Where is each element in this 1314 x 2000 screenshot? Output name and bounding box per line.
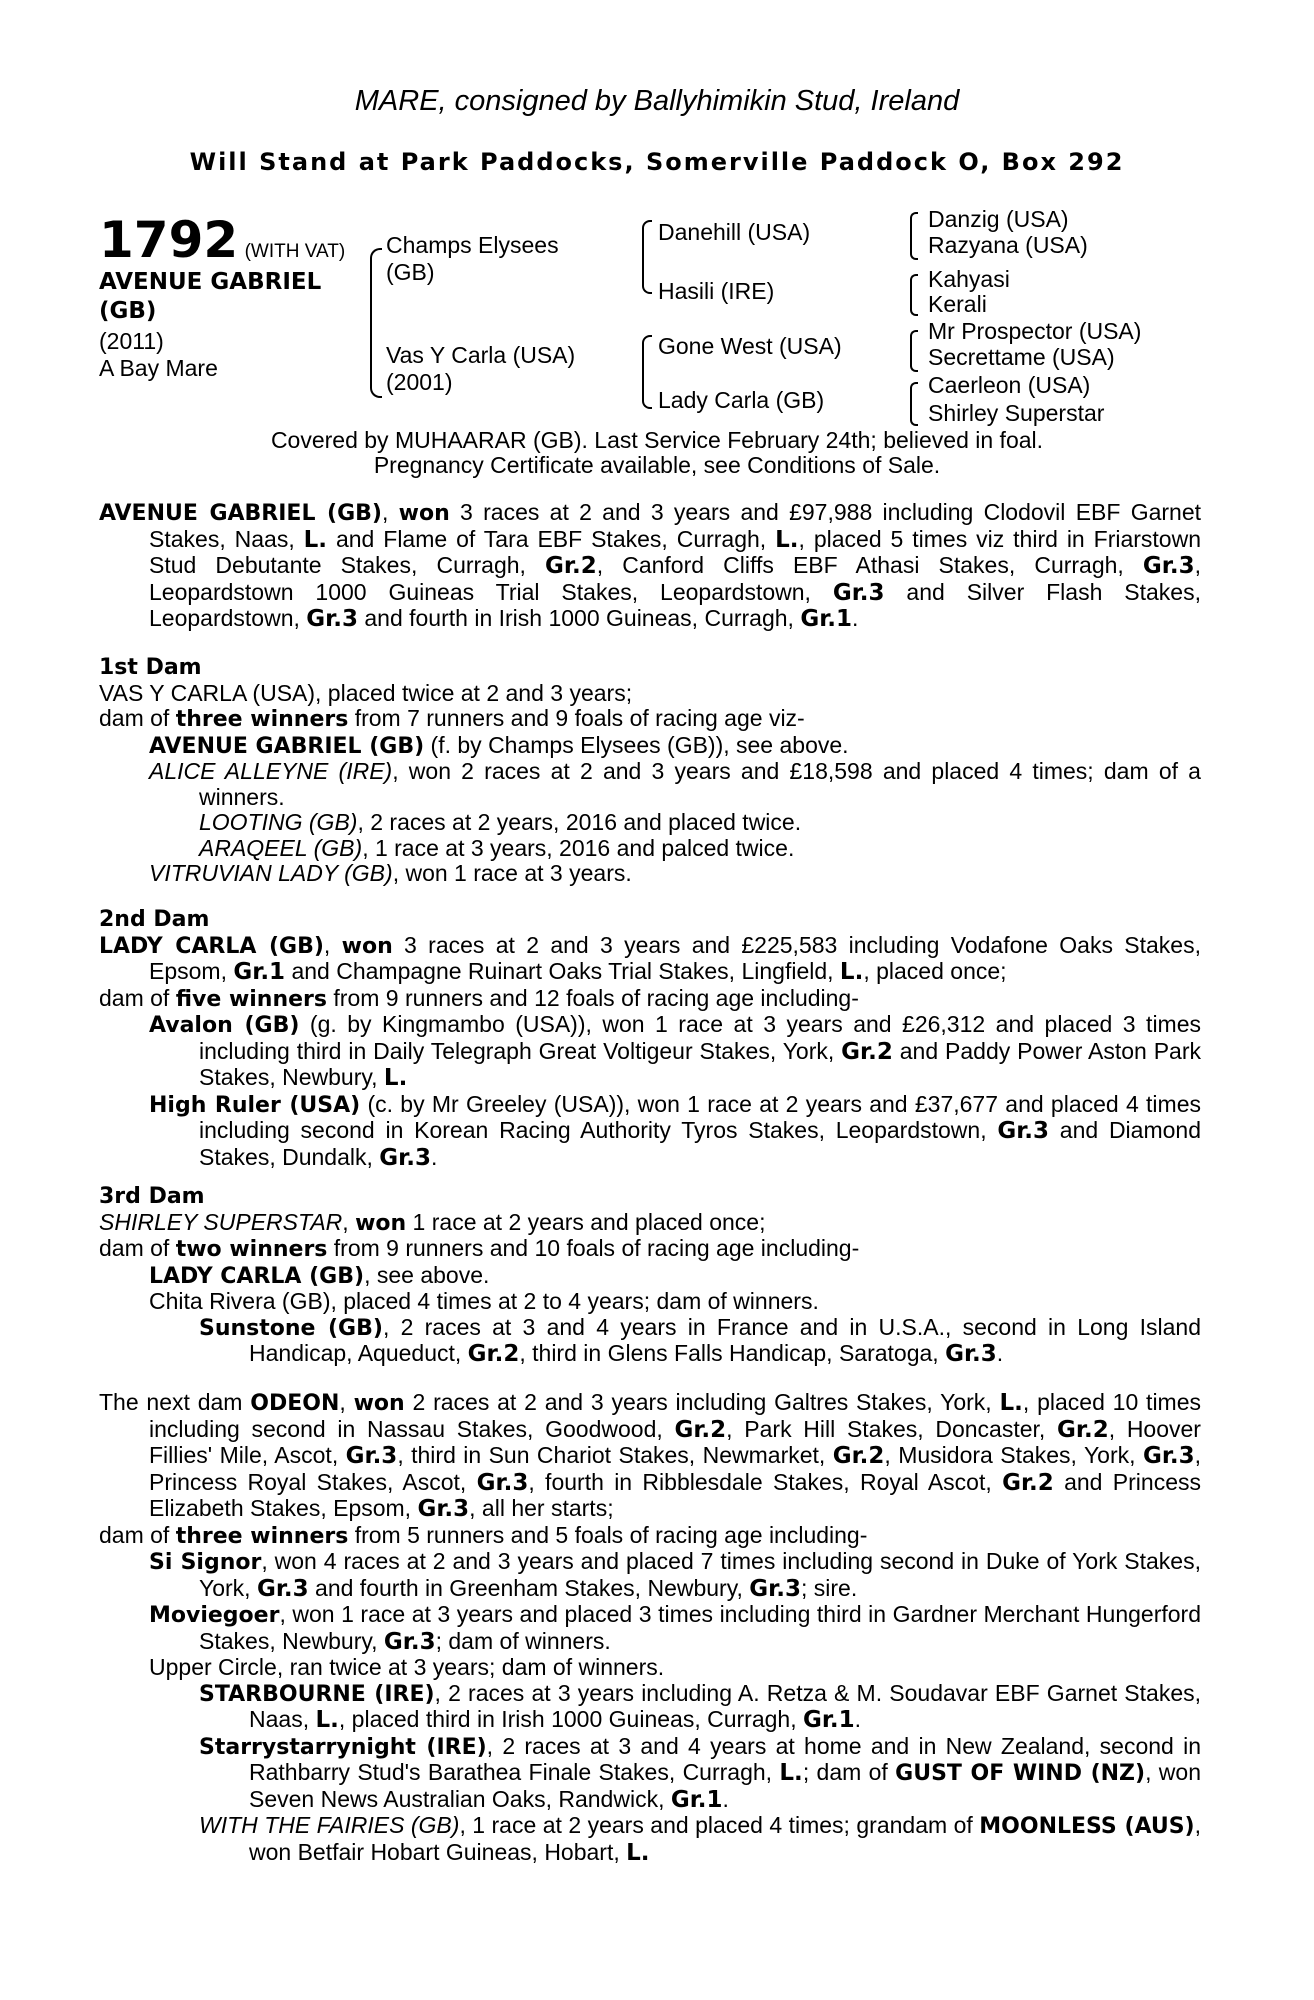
- progeny-text: , 2 races at 3 years including A. Retza & M. Soudavar EBF Garnet Stakes, Naas,: [249, 1679, 1201, 1732]
- dam-of-text: dam of: [99, 705, 176, 731]
- record-text: , Park Hill Stakes, Doncaster,: [726, 1415, 1058, 1442]
- winners-count: five winners: [175, 986, 328, 1012]
- progeny-item: [99, 759, 1201, 810]
- grade-mark: Gr.3: [383, 1628, 436, 1655]
- progeny-name: ARAQEEL (GB): [199, 834, 363, 861]
- race-record: AVENUE GABRIEL (GB), won 3 races at 2 and 3 years and £97,988 including Clodovil EBF Garnet Stakes, Naas, L. and Flame of Tara EBF Stakes, Curragh, L., placed 5 times viz third in Friarstown Stud Debutante Stakes, Curragh, Gr.2, Canford Cliffs EBF Athasi Stakes, Curragh, Gr.3, Leopardstown 1000 Guineas Trial Stakes, Leopardstown, Gr.3 and Silver Flash Stakes, Leopardstown, Gr.3 and fourth in Irish 1000 Guineas, Curragh, Gr.1.: [99, 499, 1202, 632]
- lot-name-line2: (GB): [99, 298, 157, 324]
- dam-line-brace: [642, 335, 652, 409]
- progeny-text: and fourth in Greenham Stakes, Newbury,: [308, 1574, 750, 1601]
- record-text: , Canford Cliffs EBF Athasi Stakes, Curragh,: [596, 552, 1143, 578]
- record-text: 1 race at 2 years and placed once;: [406, 1208, 766, 1235]
- grade-mark: Gr.2: [545, 553, 597, 579]
- dam-of-text: from 9 runners and 10 foals of racing age including-: [327, 1235, 860, 1261]
- progeny-text: and Paddy Power Aston Park Stakes, Newbury,: [199, 1037, 1201, 1090]
- listed-mark: L.: [303, 526, 328, 553]
- dam-of-text: dam of: [99, 1521, 176, 1548]
- progeny-name: LADY CARLA (GB): [149, 1263, 365, 1289]
- grade-mark: Gr.3: [997, 1118, 1050, 1144]
- won-word: won: [355, 1210, 407, 1236]
- grade-mark: Gr.2: [832, 1443, 885, 1469]
- progeny-item: [99, 1263, 1201, 1290]
- record-text: , third in Sun Chariot Stakes, Newmarket,: [397, 1442, 833, 1468]
- grade-mark: Gr.2: [1057, 1416, 1109, 1443]
- pedigree-dam-dam: Lady Carla (GB): [658, 387, 825, 413]
- record-text: , placed 10 times including second in Nassau Stakes, Goodwood,: [149, 1389, 1202, 1442]
- grade-mark: Gr.3: [749, 1575, 801, 1602]
- pedigree-gen3-4: Kerali: [928, 291, 987, 317]
- progeny-name: Starrystarrynight (IRE): [199, 1734, 487, 1760]
- lot-name: [99, 268, 321, 326]
- progeny-text: Upper Circle, ran twice at 3 years; dam of winners.: [149, 1654, 665, 1680]
- progeny-name: Sunstone (GB): [199, 1315, 383, 1341]
- record-text: , placed once;: [863, 958, 1007, 984]
- progeny-text: (g. by Kingmambo (USA)), won 1 race at 3 years and £26,312 and placed 3 times including third in Daily Telegraph Great Voltigeur Stakes, York,: [199, 1011, 1202, 1064]
- listed-mark: L.: [626, 1839, 650, 1866]
- grade-mark: Gr.2: [1002, 1469, 1054, 1496]
- grade-mark: Gr.3: [832, 579, 885, 606]
- progeny-text: , third in Glens Falls Handicap, Saratoga,: [519, 1340, 946, 1366]
- progeny-text: (c. by Mr Greeley (USA)), won 1 race at 2 years and £37,677 and placed 4 times including second in Korean Racing Authority Tyros Stakes, Leopardstown,: [199, 1090, 1201, 1143]
- record-text: 3 races at 2 and 3 years and £225,583 including Vodafone Oaks Stakes, Epsom,: [149, 931, 1201, 984]
- progeny-text: , 2 races at 2 years, 2016 and placed twice.: [357, 809, 802, 835]
- grade-mark: Gr.3: [256, 1575, 309, 1602]
- pedigree-gen3-7: Caerleon (USA): [928, 372, 1091, 398]
- progeny-text: ; sire.: [800, 1574, 858, 1601]
- progeny-name: AVENUE GABRIEL (GB): [149, 733, 425, 759]
- dam-name: SHIRLEY SUPERSTAR: [99, 1208, 343, 1235]
- grade-mark: Gr.3: [1142, 553, 1195, 579]
- progeny-text: .: [996, 1340, 1004, 1366]
- progeny-name: High Ruler (USA): [149, 1092, 361, 1118]
- progeny-item: [99, 1813, 1201, 1866]
- dam-of-text: dam of: [99, 984, 176, 1011]
- pedigree-sire-sire: Danehill (USA): [658, 219, 811, 245]
- progeny-item: [99, 733, 1201, 760]
- record-text: and Princess Elizabeth Stakes, Epsom,: [149, 1468, 1201, 1521]
- pedigree-gen3-3: Kahyasi: [928, 266, 1010, 292]
- dam-of-text: from 9 runners and 12 foals of racing age including-: [327, 984, 859, 1011]
- progeny-name: LOOTING (GB): [199, 809, 358, 835]
- dam-name: ODEON: [250, 1391, 340, 1416]
- progeny-text: ; dam of: [802, 1759, 896, 1785]
- lot-number: 1792: [99, 211, 239, 269]
- progeny-text: , won Seven News Australian Oaks, Randwick,: [249, 1759, 1201, 1812]
- gen3-brace-4: [910, 382, 918, 426]
- grade-mark: Gr.3: [379, 1144, 431, 1171]
- progeny-item: [99, 1092, 1201, 1172]
- pedigree-sire-dam: Hasili (IRE): [658, 278, 775, 304]
- listed-mark: L.: [779, 1760, 803, 1786]
- record-text: , all her starts;: [469, 1495, 614, 1521]
- lot-description: A Bay Mare: [99, 355, 218, 381]
- won-word: won: [398, 501, 450, 526]
- pedigree-dam-year: (2001): [386, 369, 453, 395]
- third-dam-heading: 3rd Dam: [99, 1184, 205, 1209]
- progeny-text: , won 4 races at 2 and 3 years and placed 7 times including second in Duke of York Stakes, York,: [199, 1548, 1201, 1601]
- consignor-line: MARE, consigned by Ballyhimikin Stud, Ireland: [354, 85, 960, 117]
- progeny-text: , 2 races at 3 and 4 years at home and in New Zealand, second in Rathbarry Stud's Barathea Finale Stakes, Curragh,: [249, 1732, 1202, 1785]
- progeny-text: , 1 race at 2 years and placed 4 times; grandam of: [459, 1812, 980, 1838]
- third-dam-section: 3rd Dam SHIRLEY SUPERSTAR, won 1 race at 2 years and placed once; dam of two winners from 9 runners and 10 foals of racing age including- LADY CARLA (GB), see above. Chita Rivera (GB), placed 4 times at 2 to 4 years; dam of winners. Sunstone (GB), 2 races at 3 and 4 years in France and in U.S.A., second in Long Island Handicap, Aqueduct, Gr.2, third in Glens Falls Handicap, Saratoga, Gr.3.: [99, 1184, 1201, 1367]
- progeny-item: [99, 1315, 1201, 1368]
- lot-year: (2011): [99, 328, 164, 354]
- record-text: .: [852, 605, 859, 631]
- grade-mark: Gr.2: [467, 1341, 520, 1367]
- progeny-text: .: [430, 1143, 438, 1170]
- progeny-item: [99, 1734, 1201, 1814]
- pedigree-sire: Champs Elysees: [386, 232, 559, 258]
- progeny-text: ; dam of winners.: [435, 1627, 611, 1654]
- progeny-name: WITH THE FAIRIES (GB): [199, 1812, 460, 1838]
- first-dam-heading: 1st Dam: [99, 655, 202, 680]
- progeny-item: [99, 810, 1201, 836]
- next-dam-section: [99, 1390, 1201, 1866]
- record-text: , Musidora Stakes, York,: [884, 1442, 1143, 1468]
- listed-mark: L.: [839, 959, 864, 985]
- listed-mark: L.: [775, 526, 799, 553]
- winners-count: three winners: [175, 1523, 349, 1549]
- pedigree-gen3-8: Shirley Superstar: [928, 400, 1105, 426]
- grade-mark: Gr.3: [306, 606, 358, 632]
- lot-name-line1: AVENUE GABRIEL: [99, 269, 322, 295]
- progeny-name: Avalon (GB): [149, 1013, 300, 1038]
- pedigree-dam-sire: Gone West (USA): [658, 333, 842, 359]
- first-dam-section: [99, 655, 1201, 887]
- gen3-brace-3: [910, 330, 918, 372]
- progeny-item: [99, 1012, 1201, 1092]
- record-text: 3 races at 2 and 3 years and £97,988 including Clodovil EBF Garnet Stakes, Naas,: [149, 499, 1202, 552]
- listed-mark: L.: [315, 1707, 339, 1733]
- record-text: and Flame of Tara EBF Stakes, Curragh,: [327, 525, 776, 552]
- lot-header: [99, 211, 346, 269]
- second-dam-record: LADY CARLA (GB), won 3 races at 2 and 3 years and £225,583 including Vodafone Oaks Stakes, Epsom, Gr.1 and Champagne Ruinart Oaks Trial Stakes, Lingfield, L., placed once;: [99, 931, 1201, 985]
- covered-line2: Pregnancy Certificate available, see Conditions of Sale.: [373, 452, 941, 478]
- progeny-text: , 2 races at 3 and 4 years in France and in U.S.A., second in Long Island Handicap, Aqueduct,: [249, 1313, 1201, 1366]
- progeny-text: , 1 race at 3 years, 2016 and palced twice.: [362, 834, 795, 861]
- record-text: , Princess Royal Stakes, Ascot,: [149, 1442, 1202, 1495]
- record-text: , Leopardstown 1000 Guineas Trial Stakes, Leopardstown,: [149, 552, 1201, 605]
- progeny-item: [99, 836, 1201, 862]
- progeny-name: Si Signor: [149, 1550, 262, 1575]
- pedigree-dam: Vas Y Carla (USA): [386, 342, 576, 368]
- progeny-name: VITRUVIAN LADY (GB): [149, 860, 393, 886]
- pedigree-sire-country: (GB): [386, 259, 435, 285]
- progeny-text: Chita Rivera (GB), placed 4 times at 2 to 4 years; dam of winners.: [149, 1288, 819, 1314]
- progeny-item: [99, 1549, 1201, 1602]
- progeny-text: , won 1 race at 3 years and placed 3 times including third in Gardner Merchant Hungerford Stakes, Newbury,: [199, 1601, 1201, 1654]
- record-text: and fourth in Irish 1000 Guineas, Curragh,: [357, 605, 801, 631]
- progeny-item: [99, 1602, 1201, 1655]
- lot-details: [99, 328, 218, 382]
- record-text: 2 races at 2 and 3 years including Galtres Stakes, York,: [404, 1389, 1000, 1415]
- progeny-item: [99, 1655, 1201, 1681]
- dam-of-text: from 5 runners and 5 foals of racing age including-: [348, 1521, 868, 1548]
- progeny-text: .: [854, 1706, 862, 1732]
- covered-line1: Covered by MUHAARAR (GB). Last Service February 24th; believed in foal.: [270, 427, 1044, 453]
- gen3-brace-1: [910, 212, 918, 260]
- progeny-name: STARBOURNE (IRE): [199, 1681, 435, 1707]
- progeny-item: [99, 1681, 1201, 1734]
- gen3-brace-2: [910, 274, 918, 316]
- grade-mark: Gr.1: [802, 1707, 855, 1733]
- progeny-text: .: [722, 1785, 729, 1812]
- progeny-name: ALICE ALLEYNE (IRE): [149, 758, 393, 784]
- dam-name: LADY CARLA (GB): [99, 933, 324, 959]
- covered-note: [0, 428, 1314, 478]
- sire-dam-brace: [370, 248, 382, 398]
- won-word: won: [353, 1391, 405, 1416]
- listed-mark: L.: [383, 1065, 408, 1091]
- grade-mark: Gr.1: [800, 606, 853, 632]
- grade-mark: Gr.2: [674, 1416, 727, 1443]
- listed-mark: L.: [999, 1390, 1023, 1416]
- progeny-text: , won 1 race at 3 years.: [392, 860, 632, 886]
- progeny-text: (f. by Champs Elysees (GB)), see above.: [424, 731, 849, 758]
- grade-mark: Gr.2: [841, 1038, 893, 1065]
- second-dam-section: [99, 907, 1201, 1171]
- progeny-item: [99, 1289, 1201, 1315]
- progeny-item: [99, 861, 1201, 887]
- next-dam-record: The next dam ODEON, won 2 races at 2 and 3 years including Galtres Stakes, York, L., placed 10 times including second in Nassau Stakes, Goodwood, Gr.2, Park Hill Stakes, Doncaster, Gr.2, Hoover Fillies' Mile, Ascot, Gr.3, third in Sun Chariot Stakes, Newmarket, Gr.2, Musidora Stakes, York, Gr.3, Princess Royal Stakes, Ascot, Gr.3, fourth in Ribblesdale Stakes, Royal Ascot, Gr.2 and Princess Elizabeth Stakes, Epsom, Gr.3, all her starts;: [99, 1389, 1202, 1522]
- grade-mark: Gr.3: [345, 1443, 398, 1469]
- race-record-name: AVENUE GABRIEL (GB): [99, 501, 382, 526]
- pedigree-gen3-6: Secrettame (USA): [928, 344, 1115, 370]
- record-text: , fourth in Ribblesdale Stakes, Royal Ascot,: [528, 1468, 1003, 1495]
- progeny-text: , placed third in Irish 1000 Guineas, Curragh,: [338, 1706, 803, 1732]
- grade-mark: Gr.1: [670, 1786, 723, 1813]
- pedigree-gen3-5: Mr Prospector (USA): [928, 318, 1142, 344]
- record-text: and Silver Flash Stakes, Leopardstown,: [149, 578, 1201, 631]
- progeny-text: , won 2 races at 2 and 3 years and £18,598 and placed 4 times; dam of a winners.: [199, 758, 1201, 810]
- grade-mark: Gr.3: [1142, 1443, 1195, 1469]
- progeny-name: MOONLESS (AUS): [979, 1814, 1195, 1839]
- pedigree-gen3-2: Razyana (USA): [928, 232, 1088, 258]
- vat-note: (WITH VAT): [244, 241, 346, 262]
- progeny-text: , see above.: [364, 1261, 490, 1288]
- grade-mark: Gr.3: [476, 1469, 529, 1496]
- progeny-text: and Diamond Stakes, Dundalk,: [199, 1117, 1201, 1170]
- progeny-name: Moviegoer: [149, 1603, 280, 1628]
- record-text: , Hoover Fillies' Mile, Ascot,: [149, 1415, 1201, 1468]
- second-dam-heading: 2nd Dam: [99, 907, 210, 932]
- grade-mark: Gr.3: [417, 1496, 470, 1522]
- grade-mark: Gr.3: [945, 1341, 997, 1367]
- stand-location: Will Stand at Park Paddocks, Somerville Paddock O, Box 292: [189, 148, 1125, 176]
- dam-of-text: dam of: [99, 1235, 176, 1261]
- winners-count: two winners: [175, 1237, 328, 1262]
- progeny-name: GUST OF WIND (NZ): [895, 1761, 1146, 1786]
- record-text: and Champagne Ruinart Oaks Trial Stakes, Lingfield,: [285, 958, 840, 984]
- grade-mark: Gr.1: [233, 959, 286, 985]
- winners-count: three winners: [175, 707, 349, 732]
- record-text: The next dam: [99, 1389, 251, 1415]
- progeny-text: , won Betfair Hobart Guineas, Hobart,: [249, 1812, 1202, 1865]
- dam-of-text: from 7 runners and 9 foals of racing age viz-: [348, 705, 805, 731]
- sire-line-brace: [642, 220, 652, 294]
- won-word: won: [341, 933, 393, 959]
- first-dam-line: VAS Y CARLA (USA), placed twice at 2 and 3 years;: [99, 679, 633, 706]
- record-text: , placed 5 times viz third in Friarstown Stud Debutante Stakes, Curragh,: [149, 525, 1201, 578]
- pedigree-gen3-1: Danzig (USA): [928, 206, 1069, 232]
